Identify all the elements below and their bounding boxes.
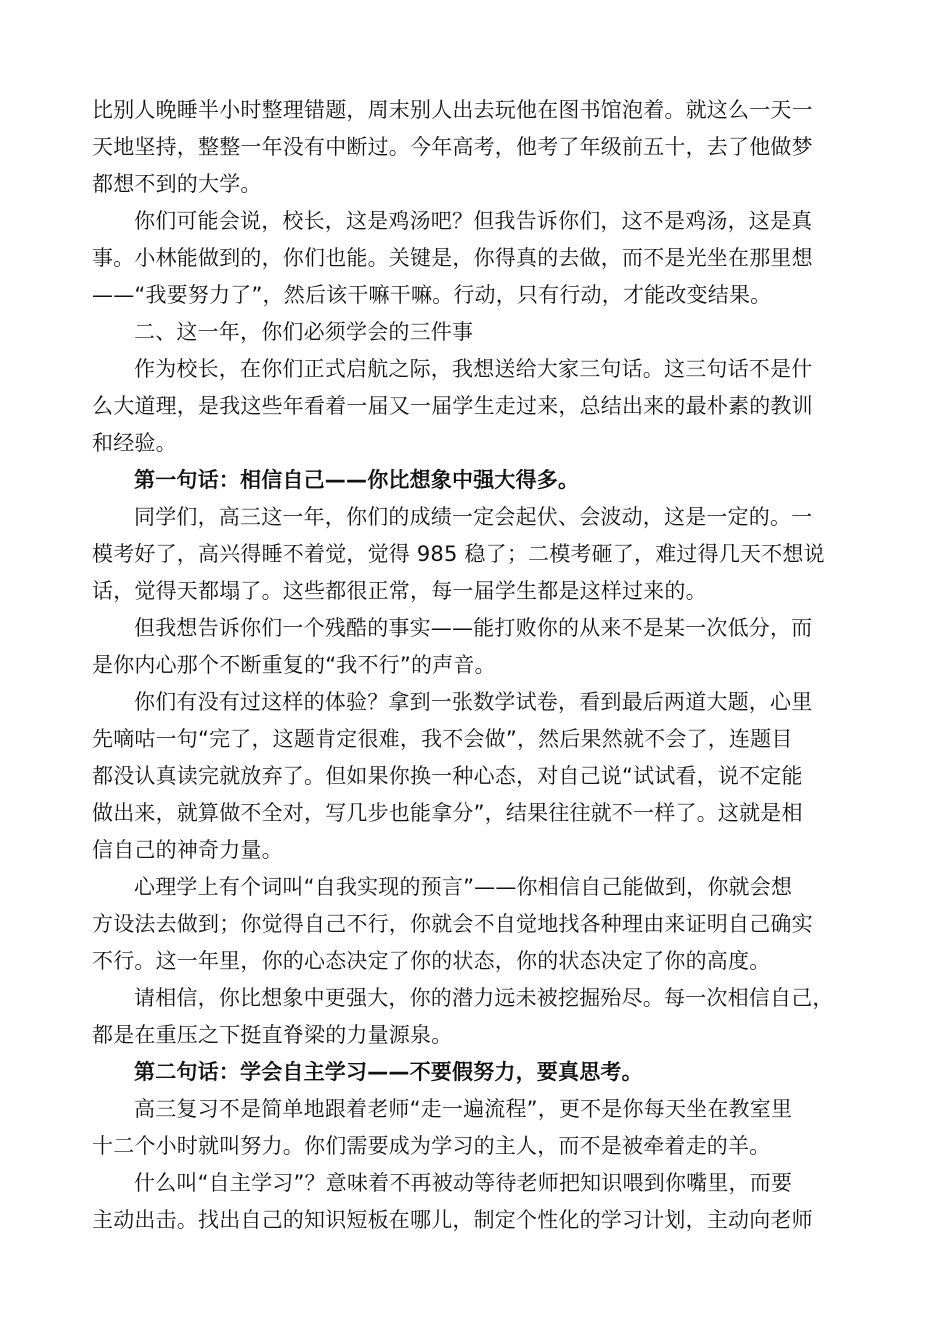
text-line: 方设法去做到；你觉得自己不行，你就会不自觉地找各种理由来证明自己确实 bbox=[92, 912, 813, 936]
text-line: 主动出击。找出自己的知识短板在哪儿，制定个性化的学习计划，主动向老师 bbox=[92, 1208, 813, 1232]
text-line: 事。小林能做到的，你们也能。关键是，你得真的去做，而不是光坐在那里想 bbox=[92, 246, 813, 270]
text-line: 天地坚持，整整一年没有中断过。今年高考，他考了年级前五十，去了他做梦 bbox=[92, 135, 813, 159]
text-line: 都没认真读完就放弃了。但如果你换一种心态，对自己说“试试看，说不定能 bbox=[92, 764, 803, 788]
text-line: 都想不到的大学。 bbox=[92, 172, 262, 196]
text-line: 十二个小时就叫努力。你们需要成为学习的主人，而不是被牵着走的羊。 bbox=[92, 1134, 771, 1158]
text-line: 什么叫“自主学习”？意味着不再被动等待老师把知识喂到你嘴里，而要 bbox=[134, 1171, 793, 1195]
text-line: 不行。这一年里，你的心态决定了你的状态，你的状态决定了你的高度。 bbox=[92, 949, 771, 973]
text-line: 和经验。 bbox=[92, 431, 177, 455]
text-line: 都是在重压之下挺直脊梁的力量源泉。 bbox=[92, 1023, 453, 1047]
text-line: 同学们，高三这一年，你们的成绩一定会起伏、会波动，这是一定的。一 bbox=[134, 505, 813, 529]
text-line: 模考好了，高兴得睡不着觉，觉得 985 稳了；二模考砸了，难过得几天不想说 bbox=[92, 542, 825, 566]
text-line: 心理学上有个词叫“自我实现的预言”——你相信自己能做到，你就会想 bbox=[134, 875, 793, 899]
text-line: 么大道理，是我这些年看着一届又一届学生走过来，总结出来的最朴素的教训 bbox=[92, 394, 813, 418]
text-line: 但我想告诉你们一个残酷的事实——能打败你的从来不是某一次低分，而 bbox=[134, 616, 813, 640]
text-line: ——“我要努力了”，然后该干嘛干嘛。行动，只有行动，才能改变结果。 bbox=[92, 283, 772, 307]
text-line: 做出来，就算做不全对，写几步也能拿分”，结果往往就不一样了。这就是相 bbox=[92, 801, 803, 825]
text-line: 你们可能会说，校长，这是鸡汤吧？但我告诉你们，这不是鸡汤，这是真 bbox=[134, 209, 813, 233]
text-line: 比别人晚睡半小时整理错题，周末别人出去玩他在图书馆泡着。就这么一天一 bbox=[92, 98, 813, 122]
text-line: 二、这一年，你们必须学会的三件事 bbox=[134, 320, 474, 344]
section-heading-line: 第二句话：学会自主学习——不要假努力，要真思考。 bbox=[134, 1060, 643, 1084]
text-line: 先嘀咕一句“完了，这题肯定很难，我不会做”，然后果然就不会了，连题目 bbox=[92, 727, 793, 751]
text-line: 作为校长，在你们正式启航之际，我想送给大家三句话。这三句话不是什 bbox=[134, 357, 813, 381]
text-line: 话，觉得天都塌了。这些都很正常，每一届学生都是这样过来的。 bbox=[92, 579, 707, 603]
text-line: 请相信，你比想象中更强大，你的潜力远未被挖掘殆尽。每一次相信自己， bbox=[134, 986, 834, 1010]
document-page bbox=[92, 92, 862, 1239]
text-line: 高三复习不是简单地跟着老师“走一遍流程”，更不是你每天坐在教室里 bbox=[134, 1097, 793, 1121]
text-line: 信自己的神奇力量。 bbox=[92, 838, 283, 862]
text-line: 你们有没有过这样的体验？拿到一张数学试卷，看到最后两道大题，心里 bbox=[134, 690, 813, 714]
section-heading-line: 第一句话：相信自己——你比想象中强大得多。 bbox=[134, 468, 580, 492]
text-line: 是你内心那个不断重复的“我不行”的声音。 bbox=[92, 653, 496, 677]
